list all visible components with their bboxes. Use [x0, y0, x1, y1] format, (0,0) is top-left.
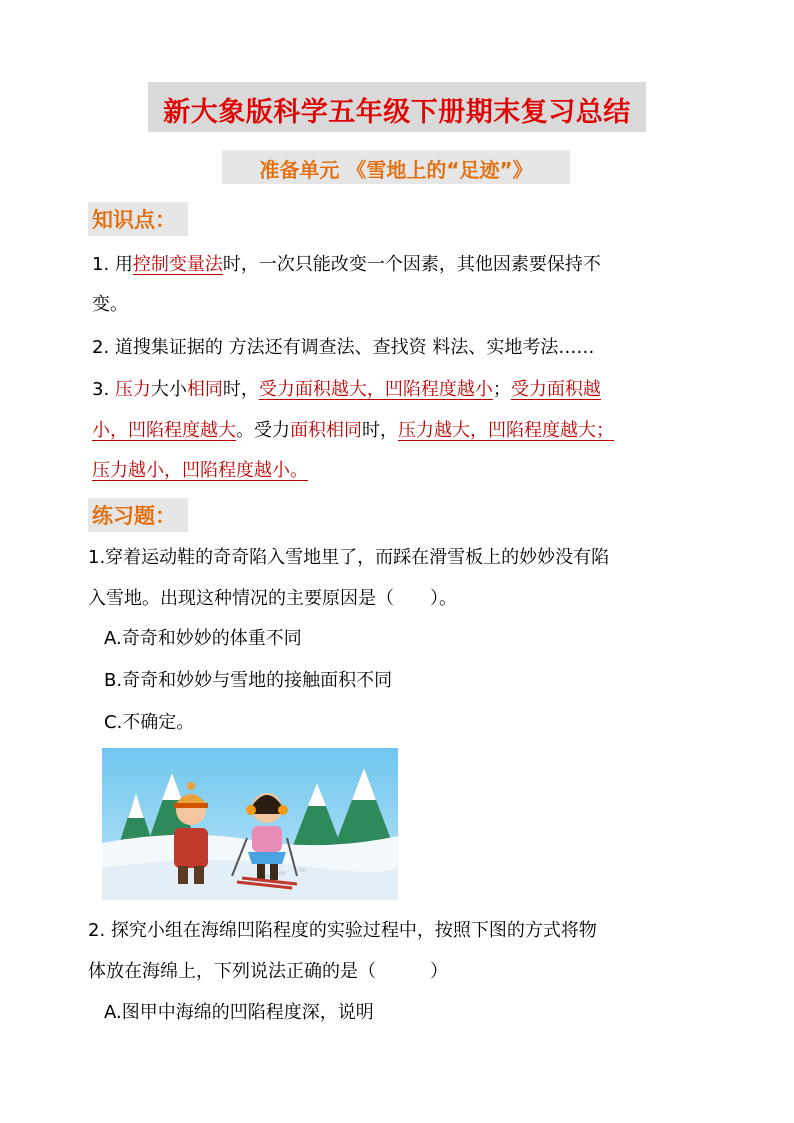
q1-stem-line-2: 入雪地。出现这种情况的主要原因是（ ）。 — [88, 588, 457, 609]
q2-stem-line-2: 体放在海绵上，下列说法正确的是（ ） — [88, 961, 448, 982]
section-exercises: 练习题： — [88, 498, 188, 532]
q1-stem-line-1: 1.穿着运动鞋的奇奇陷入雪地里了，而踩在滑雪板上的妙妙没有陷 — [88, 547, 610, 568]
page-title: 新大象版科学五年级下册期末复习总结 — [163, 97, 631, 128]
term-control-variable: 控制变量法 — [132, 254, 223, 275]
knowledge-3-line-3: 压力越小，凹陷程度越小。 — [92, 460, 308, 481]
knowledge-3-line-2: 小，凹陷程度越大。受力面积相同时，压力越大，凹陷程度越大； — [92, 420, 614, 441]
knowledge-1-line-1: 1. 用控制变量法时，一次只能改变一个因素，其他因素要保持不 — [92, 254, 601, 275]
subtitle-banner — [222, 150, 570, 184]
q1-option-a: A.奇奇和妙妙的体重不同 — [104, 628, 302, 649]
q1-option-b: B.奇奇和妙妙与雪地的接触面积不同 — [104, 670, 393, 691]
title-banner — [148, 82, 646, 132]
page-subtitle: 准备单元 《雪地上的“足迹”》 — [259, 158, 533, 182]
q2-option-a: A.图甲中海绵的凹陷程度深，说明 — [104, 1002, 374, 1023]
section-knowledge: 知识点： — [88, 202, 188, 236]
q1-option-c: C.不确定。 — [104, 712, 195, 733]
snow-illustration — [102, 748, 398, 900]
knowledge-1-line-2: 变。 — [92, 294, 128, 315]
knowledge-2: 2. 道搜集证据的 方法还有调查法、查找资 料法、实地考法…… — [92, 337, 595, 358]
q2-stem-line-1: 2. 探究小组在海绵凹陷程度的实验过程中，按照下图的方式将物 — [88, 920, 597, 941]
knowledge-3-line-1: 3. 压力大小相同时，受力面积越大，凹陷程度越小；受力面积越 — [92, 379, 601, 400]
